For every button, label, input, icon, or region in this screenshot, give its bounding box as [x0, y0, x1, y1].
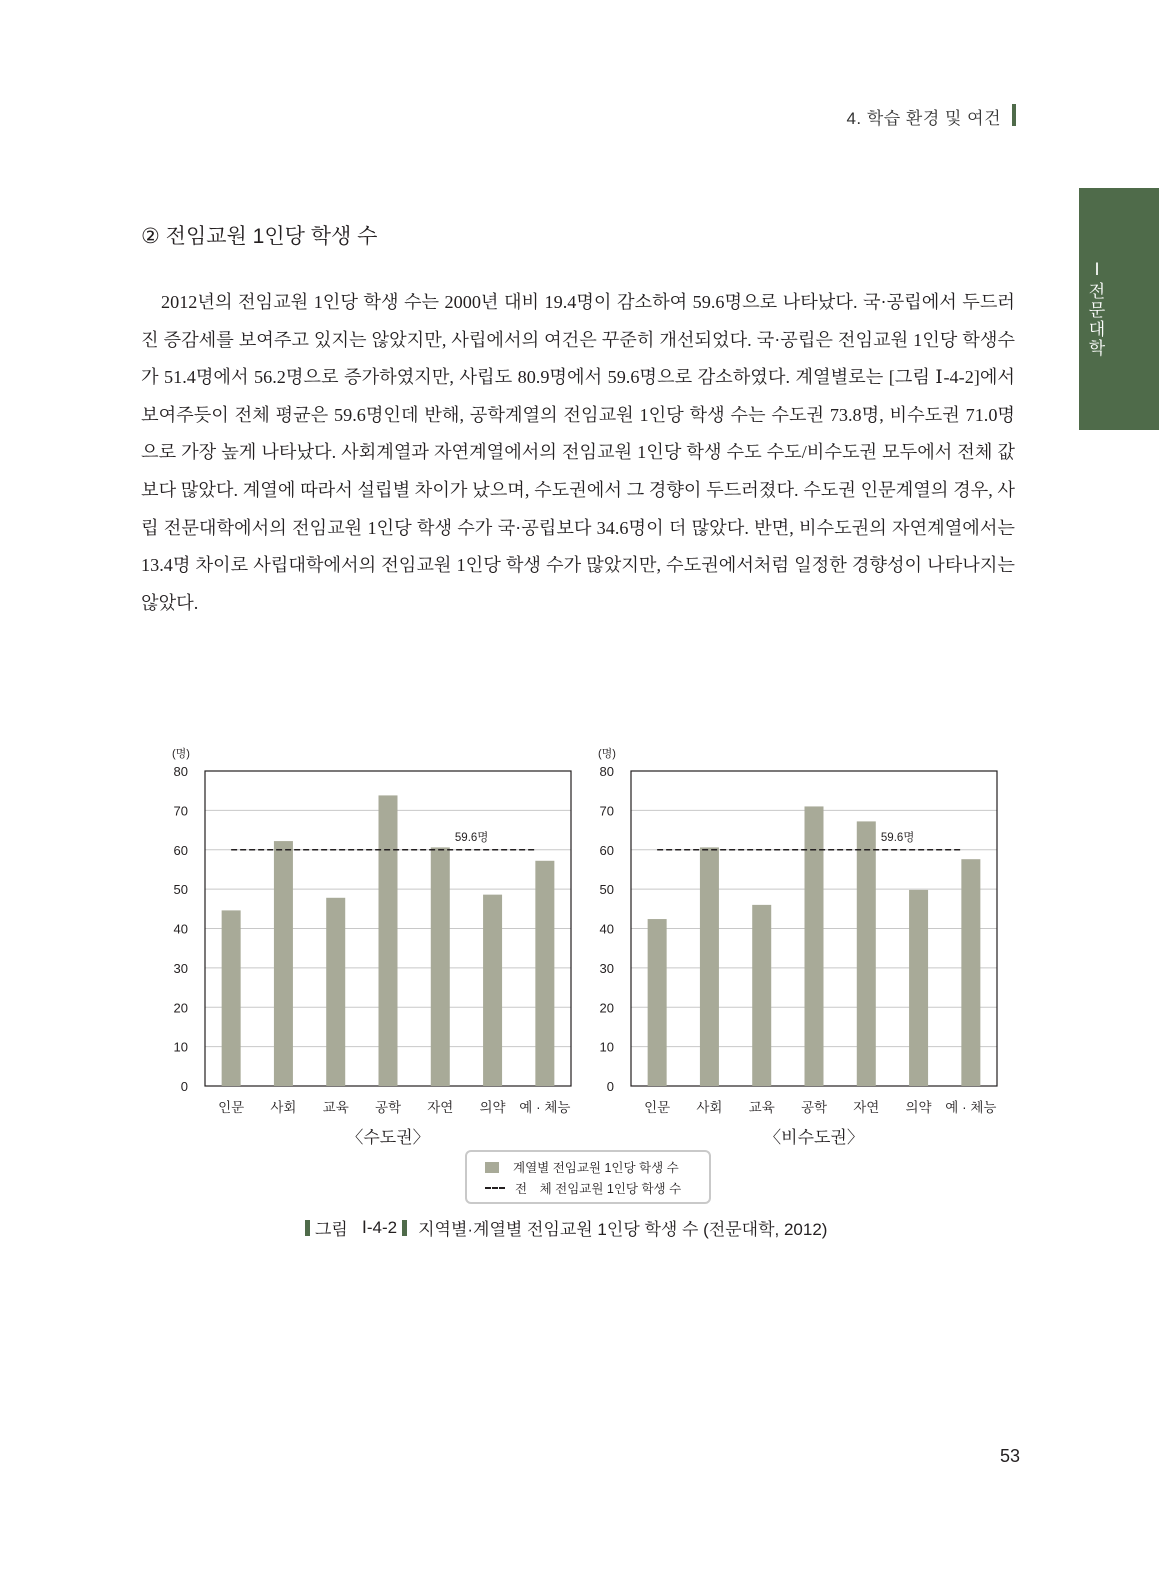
x-tick-label: 교육	[322, 1100, 349, 1115]
legend-line-swatch	[485, 1187, 505, 1189]
bar	[222, 910, 241, 1086]
legend-item-bar	[485, 1158, 679, 1176]
caption-bar-right	[402, 1220, 407, 1236]
legend-line-label: 전 체 전임교원 1인당 학생 수	[515, 1182, 682, 1196]
y-tick-label: 50	[173, 882, 188, 898]
y-tick-label: 20	[173, 1000, 188, 1016]
x-tick-label: 예 · 체능	[519, 1100, 571, 1115]
x-tick-label: 의약	[905, 1100, 932, 1115]
x-tick-label: 인문	[644, 1100, 671, 1115]
chapter-label: 전 문 대 학	[1088, 282, 1106, 358]
y-tick-label: 70	[173, 803, 188, 819]
caption-text: 지역별·계열별 전임교원 1인당 학생 수 (전문대학, 2012)	[418, 1220, 828, 1239]
x-tick-label: 교육	[748, 1100, 775, 1115]
y-axis-unit-label: (명)	[172, 748, 190, 760]
bar	[483, 895, 502, 1086]
page-number: 53	[1000, 1446, 1021, 1466]
x-tick-label: 의약	[479, 1100, 506, 1115]
y-tick-label: 30	[599, 960, 614, 976]
section-title: ② 전임교원 1인당 학생 수	[141, 225, 378, 248]
y-tick-label: 80	[599, 764, 614, 779]
y-tick-label: 10	[599, 1039, 614, 1055]
y-tick-label: 60	[599, 842, 614, 858]
y-tick-label: 20	[599, 1000, 614, 1016]
x-tick-label: 자연	[427, 1100, 454, 1115]
bar	[961, 859, 980, 1086]
bar	[274, 841, 293, 1086]
y-tick-label: 50	[599, 882, 614, 898]
bar	[909, 890, 928, 1086]
y-tick-label: 0	[180, 1079, 188, 1094]
x-tick-label: 인문	[218, 1100, 245, 1115]
legend-bar-label: 계열별 전임교원 1인당 학생 수	[513, 1161, 679, 1175]
x-tick-label: 사회	[696, 1100, 723, 1115]
x-tick-label: 예 · 체능	[945, 1100, 997, 1115]
y-tick-label: 80	[173, 764, 188, 779]
caption-fig-label: 그림	[315, 1220, 348, 1239]
legend-bar-swatch	[485, 1162, 499, 1173]
bar	[535, 861, 554, 1086]
y-tick-label: 40	[173, 921, 188, 937]
chapter-roman-numeral: Ⅰ	[1094, 260, 1100, 279]
y-tick-label: 0	[606, 1079, 614, 1094]
y-tick-label: 70	[599, 803, 614, 819]
x-tick-label: 공학	[374, 1100, 402, 1115]
legend-item-line	[485, 1179, 681, 1197]
y-tick-label: 60	[173, 842, 188, 858]
bar	[326, 898, 345, 1086]
bar	[752, 905, 771, 1086]
body-paragraph: 2012년의 전임교원 1인당 학생 수는 2000년 대비 19.4명이 감소하여 59.6명으로 나타났다. 국·공립에서 두드러진 증감세를 보여주고 있지는 않았지만, 사립에서의 여건은 꾸준히 개선되었다. 국·공립은 전임교원 1인당 학생수가 51.4명에서 56.2명으로 증가하였지만, 사립도 80.9명에서 59.6명으로 감소하였다. 계열별로는 [그림 Ⅰ-4-2]에서 보여주듯이 전체 평균은 59.6명인데 반해, 공학계열의 전임교원 1인당 학생 수는 수도권 73.8명, 비수도권 71.0명으로 가장 높게 나타났다. 사회계열과 자연계열에서의 전임교원 1인당 학생 수도 수도/비수도권 모두에서 전체 값보다 많았다. 계열에 따라서 설립별 차이가 났으며, 수도권에서 그 경향이 두드러졌다. 수도권 인문계열의 경우, 사립 전문대학에서의 전임교원 1인당 학생 수가 국·공립보다 34.6명이 더 많았다. 반면, 비수도권의 자연계열에서는 13.4명 차이로 사립대학에서의 전임교원 1인당 학생 수가 많았지만, 수도권에서처럼 일정한 경향성이 나타나지는 않았다.	[141, 292, 1015, 613]
caption-bar-left	[305, 1220, 310, 1236]
reference-line-label: 59.6명	[454, 831, 489, 844]
bar	[805, 806, 824, 1086]
bar	[857, 821, 876, 1086]
caption-fig-number: Ⅰ-4-2	[361, 1217, 398, 1237]
x-tick-label: 사회	[270, 1100, 297, 1115]
bar	[379, 795, 398, 1086]
reference-line-label: 59.6명	[880, 831, 915, 844]
chart-title: 〈비수도권〉	[764, 1128, 864, 1147]
y-tick-label: 10	[173, 1039, 188, 1055]
y-tick-label: 40	[599, 921, 614, 937]
y-axis-unit-label: (명)	[598, 748, 616, 760]
bar	[431, 847, 450, 1086]
bar	[648, 919, 667, 1086]
x-tick-label: 공학	[800, 1100, 828, 1115]
x-tick-label: 자연	[853, 1100, 880, 1115]
running-head: 4. 학습 환경 및 여건	[846, 109, 1001, 128]
chart-title: 〈수도권〉	[346, 1128, 430, 1147]
chart-legend	[465, 1150, 711, 1204]
figure-caption	[305, 1215, 827, 1240]
y-tick-label: 30	[173, 960, 188, 976]
bar	[700, 847, 719, 1086]
